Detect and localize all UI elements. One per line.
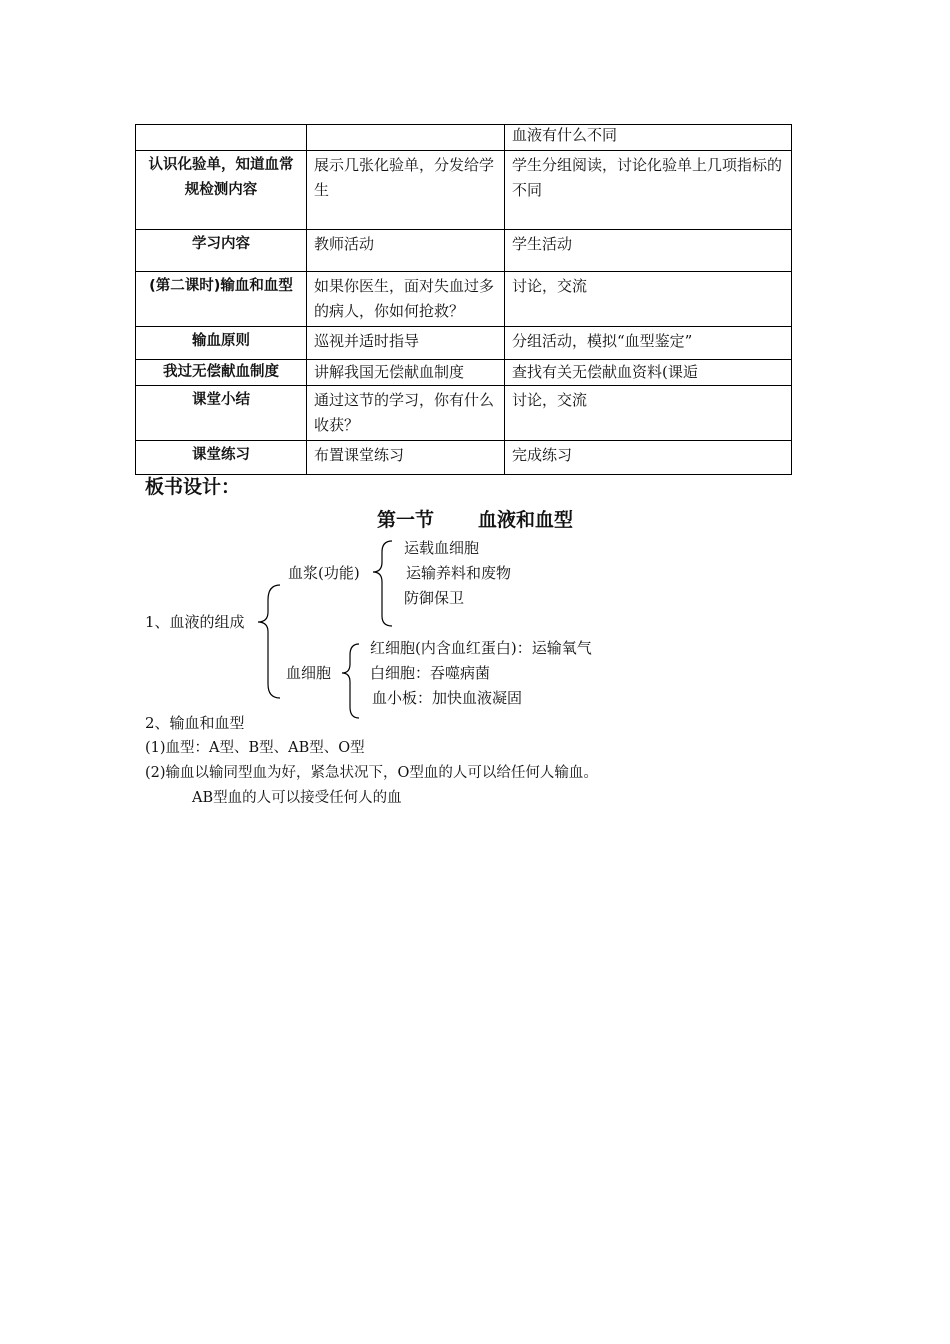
table-cell: 查找有关无偿献血资料(课逅: [505, 360, 792, 386]
cells-brace-icon: [342, 644, 359, 718]
table-cell: 如果你医生，面对失血过多的病人，你如何抢救？: [307, 272, 505, 327]
table-row: [136, 441, 792, 475]
plasma-label: 血浆(功能): [288, 564, 360, 582]
table-row: [136, 230, 792, 272]
transfusion-rule-line: AB型血的人可以接受任何人的血: [192, 790, 402, 806]
table-cell: 学生分组阅读，讨论化验单上几项指标的不同: [505, 151, 792, 230]
cell-type: 红细胞(内含血红蛋白)：运输氧气: [370, 639, 592, 657]
table-cell: 布置课堂练习: [307, 441, 505, 475]
table-cell: 通过这节的学习，你有什么收获？: [307, 386, 505, 441]
table-cell: 完成练习: [505, 441, 792, 475]
table-cell: 认识化验单，知道血常规检测内容: [136, 151, 307, 230]
blood-types-line: (1)血型：A型、B型、AB型、O型: [145, 740, 365, 756]
table-cell: 分组活动，模拟“血型鉴定”: [505, 327, 792, 360]
table-cell: 学生活动: [505, 230, 792, 272]
table-cell: 巡视并适时指导: [307, 327, 505, 360]
plasma-function: 运载血细胞: [404, 539, 480, 557]
table-cell: 血液有什么不同: [505, 125, 792, 151]
board-design-heading: 板书设计：: [145, 476, 241, 498]
table-cell: 课堂练习: [136, 441, 307, 475]
table-row: [136, 360, 792, 386]
table-row: [136, 327, 792, 360]
table-row: [136, 272, 792, 327]
composition-label: 1、血液的组成: [145, 613, 245, 631]
table-cell: (第二课时)输血和血型: [136, 272, 307, 327]
table-cell: 讨论，交流: [505, 386, 792, 441]
cell-type: 血小板：加快血液凝固: [372, 689, 523, 707]
table-cell: 课堂小结: [136, 386, 307, 441]
plasma-brace-icon: [373, 541, 392, 626]
plasma-function: 运输养料和废物: [406, 564, 512, 582]
table-cell: 学习内容: [136, 230, 307, 272]
cells-label: 血细胞: [286, 664, 332, 682]
table-cell: 我过无偿献血制度: [136, 360, 307, 386]
section-number: 第一节: [376, 509, 434, 531]
section-topic: 血液和血型: [478, 509, 574, 531]
plasma-function: 防御保卫: [404, 589, 465, 607]
lesson-plan-table: [135, 124, 792, 475]
table-row: [136, 151, 792, 230]
table-cell: 讨论，交流: [505, 272, 792, 327]
board-title: [0, 505, 950, 532]
table-cell: 输血原则: [136, 327, 307, 360]
big-brace-icon: [258, 585, 280, 698]
table-cell: [307, 125, 505, 151]
transfusion-heading: 2、输血和血型: [145, 714, 245, 732]
table-cell: [136, 125, 307, 151]
table-row: [136, 386, 792, 441]
transfusion-rule-line: (2)输血以输同型血为好，紧急状况下，O型血的人可以给任何人输血。: [145, 765, 598, 781]
cell-type: 白细胞：吞噬病菌: [370, 664, 491, 682]
table-cell: 讲解我国无偿献血制度: [307, 360, 505, 386]
table-row: [136, 125, 792, 151]
table-cell: 展示几张化验单，分发给学生: [307, 151, 505, 230]
table-cell: 教师活动: [307, 230, 505, 272]
